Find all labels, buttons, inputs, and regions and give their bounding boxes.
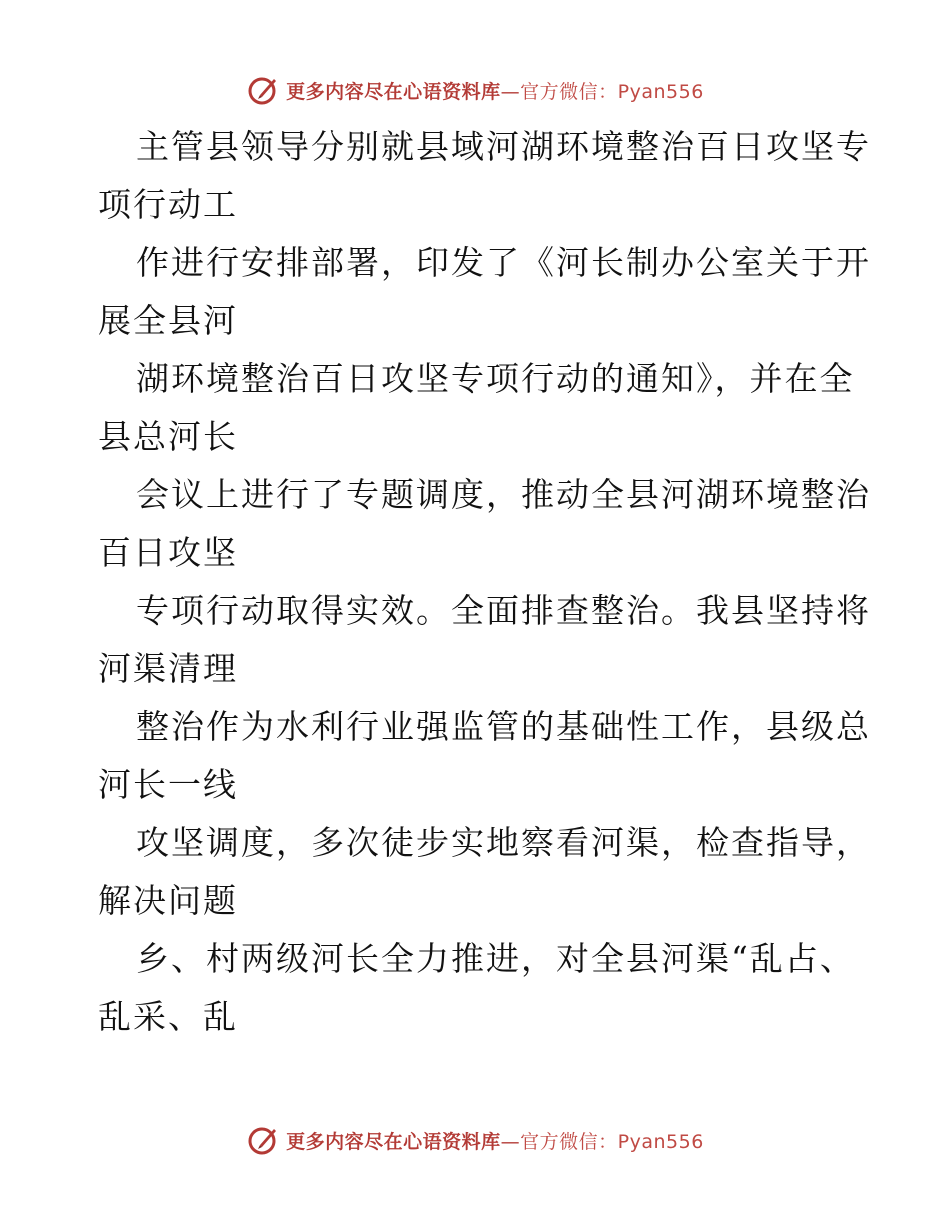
paragraph-line-continuation: 河长一线 xyxy=(98,765,238,804)
footer-banner-content xyxy=(246,1123,704,1157)
paragraph-line-continuation: 项行动工 xyxy=(98,185,238,224)
paragraph xyxy=(98,118,871,234)
document-body xyxy=(98,118,871,1046)
paragraph xyxy=(98,350,858,466)
header-banner xyxy=(0,70,950,110)
paragraph xyxy=(98,466,871,582)
banner-sub-text: 官方微信：Pyan556 xyxy=(520,80,704,103)
paragraph-line: 湖环境整治百日攻坚专项行动的通知》，并在全 xyxy=(136,359,855,398)
paragraph-line-continuation: 县总河长 xyxy=(98,417,238,456)
paragraph-line: 作进行安排部署，印发了《河长制办公室关于开 xyxy=(136,243,871,282)
paragraph-line: 会议上进行了专题调度，推动全县河湖环境整治 xyxy=(136,475,871,514)
paragraph-line: 攻坚调度，多次徒步实地察看河渠，检查指导， xyxy=(136,823,871,862)
footer-banner xyxy=(0,1120,950,1160)
paragraph-line: 专项行动取得实效。全面排查整治。我县坚持将 xyxy=(136,591,871,630)
quill-pen-circle-icon xyxy=(246,73,280,107)
banner-sub-text: 官方微信：Pyan556 xyxy=(520,1130,704,1153)
paragraph-line-continuation: 河渠清理 xyxy=(98,649,238,688)
quill-pen-circle-icon xyxy=(246,1123,280,1157)
banner-main-text: 更多内容尽在心语资料库 xyxy=(286,80,501,103)
paragraph-line-continuation: 解决问题 xyxy=(98,881,238,920)
paragraph-line-continuation: 乱采、乱 xyxy=(98,997,238,1036)
header-banner-text xyxy=(286,77,704,104)
paragraph xyxy=(98,698,871,814)
paragraph-line: 乡、村两级河长全力推进，对全县河渠“乱占、 xyxy=(136,939,855,978)
banner-main-text: 更多内容尽在心语资料库 xyxy=(286,1130,501,1153)
paragraph xyxy=(98,814,871,930)
banner-dash: — xyxy=(500,80,521,103)
header-banner-content xyxy=(246,73,704,107)
paragraph-line: 整治作为水利行业强监管的基础性工作，县级总 xyxy=(136,707,871,746)
paragraph xyxy=(98,582,871,698)
paragraph-line-continuation: 展全县河 xyxy=(98,301,238,340)
paragraph-line-continuation: 百日攻坚 xyxy=(98,533,238,572)
banner-dash: — xyxy=(500,1130,521,1153)
footer-banner-text xyxy=(286,1127,704,1154)
paragraph xyxy=(98,234,871,350)
paragraph xyxy=(98,930,858,1046)
paragraph-line: 主管县领导分别就县域河湖环境整治百日攻坚专 xyxy=(136,127,871,166)
